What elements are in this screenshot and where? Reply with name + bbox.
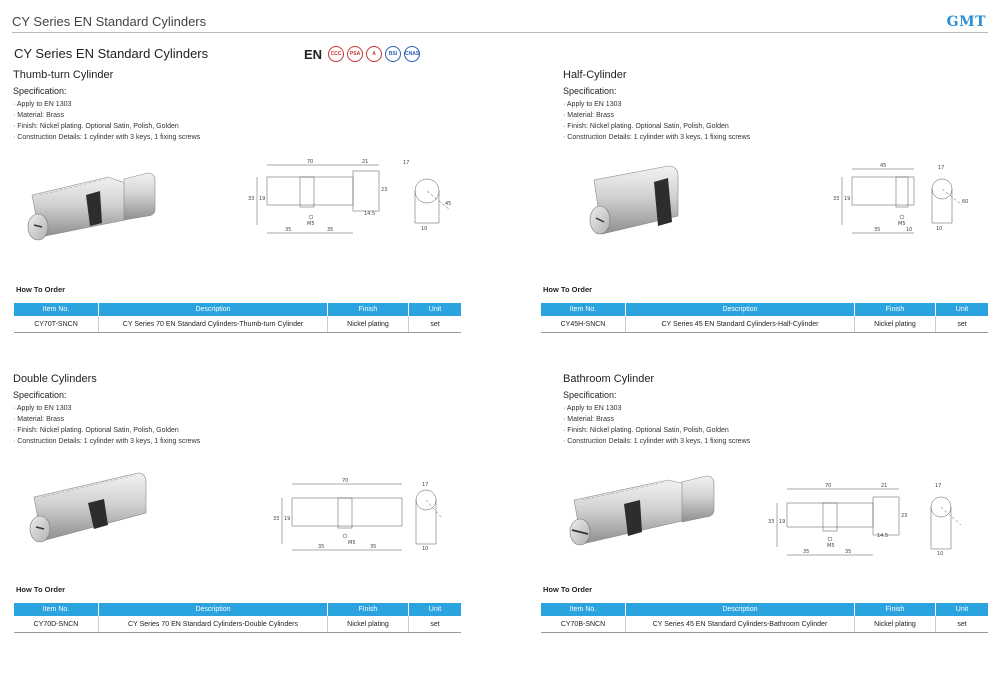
cell-item-no: CY70T-SNCN <box>14 316 99 333</box>
col-item-no: Item No. <box>541 303 626 316</box>
col-description: Description <box>626 603 855 616</box>
spec-item: · Apply to EN 1303 <box>13 403 200 414</box>
cell-item-no: CY45H-SNCN <box>541 316 626 333</box>
spec-item: · Material: Brass <box>13 414 200 425</box>
dim-label: 35 <box>327 227 334 233</box>
dim-label: 10 <box>906 227 913 233</box>
dim-label: 10 <box>421 226 428 232</box>
order-table-bathroom-cylinder <box>541 603 988 633</box>
dim-label: M5 <box>898 221 906 227</box>
dim-label: 35 <box>845 549 852 555</box>
spec-item: · Material: Brass <box>563 110 750 121</box>
dim-label: 45 <box>445 201 452 207</box>
col-unit: Unit <box>936 303 989 316</box>
col-finish: Finish <box>855 603 936 616</box>
a-cert-icon: A <box>366 46 382 62</box>
order-table-half-cylinder <box>541 303 988 333</box>
spec-list <box>563 403 750 447</box>
cnas-cert-icon: CNAS <box>404 46 420 62</box>
col-unit: Unit <box>409 303 462 316</box>
dim-label: 35 <box>370 544 377 550</box>
table-header-row <box>541 603 988 616</box>
dim-label: 21 <box>362 159 369 165</box>
spec-item: · Apply to EN 1303 <box>13 99 200 110</box>
spec-item: · Material: Brass <box>563 414 750 425</box>
dim-label: M5 <box>827 543 835 549</box>
cell-finish: Nickel plating <box>855 316 936 333</box>
dim-label: 21 <box>881 483 888 489</box>
spec-list <box>13 99 200 143</box>
section-title: Thumb-turn Cylinder <box>13 69 114 81</box>
dim-label: 19 <box>779 519 786 525</box>
col-finish: Finish <box>328 303 409 316</box>
dim-label: 10 <box>937 551 944 557</box>
spec-heading: Specification: <box>563 390 617 400</box>
col-item-no: Item No. <box>541 603 626 616</box>
spec-item: · Construction Details: 1 cylinder with 3 keys, 1 fixing screws <box>13 132 200 143</box>
spec-item: · Finish: Nickel plating. Optional Satin, Polish, Golden <box>13 121 200 132</box>
spec-list <box>13 403 200 447</box>
table-row <box>541 616 988 633</box>
cell-finish: Nickel plating <box>328 616 409 633</box>
table-header-row <box>541 303 988 316</box>
spec-heading: Specification: <box>13 390 67 400</box>
page-header-title: CY Series EN Standard Cylinders <box>12 14 207 29</box>
col-unit: Unit <box>409 603 462 616</box>
half-cylinder-technical-drawing <box>830 155 980 240</box>
cell-description: CY Series 45 EN Standard Cylinders-Half-Cylinder <box>626 316 855 333</box>
dim-label: 17 <box>935 483 942 489</box>
dim-label: 17 <box>403 160 410 166</box>
catalog-title: CY Series EN Standard Cylinders <box>14 46 209 61</box>
spec-item: · Finish: Nickel plating. Optional Satin, Polish, Golden <box>13 425 200 436</box>
dim-label: 33 <box>833 196 840 202</box>
spec-item: · Material: Brass <box>13 110 200 121</box>
bsi-cert-icon: BSI <box>385 46 401 62</box>
col-finish: Finish <box>855 303 936 316</box>
dim-label: 23 <box>381 187 388 193</box>
dim-label: 60 <box>962 199 969 205</box>
spec-heading: Specification: <box>13 86 67 96</box>
bathroom-cylinder-technical-drawing <box>765 475 985 560</box>
col-finish: Finish <box>328 603 409 616</box>
table-row <box>541 316 988 333</box>
section-title: Half-Cylinder <box>563 69 627 81</box>
double-cylinder-technical-drawing <box>270 470 460 555</box>
dim-label: 19 <box>259 196 266 202</box>
dim-label: 19 <box>284 516 291 522</box>
cell-description: CY Series 70 EN Standard Cylinders-Double Cylinders <box>99 616 328 633</box>
dim-label: 10 <box>422 546 429 552</box>
col-description: Description <box>626 303 855 316</box>
cell-item-no: CY70B-SNCN <box>541 616 626 633</box>
spec-list <box>563 99 750 143</box>
order-table-thumb-turn <box>14 303 461 333</box>
psa-cert-icon: PSA <box>347 46 363 62</box>
cell-unit: set <box>936 616 989 633</box>
col-description: Description <box>99 303 328 316</box>
col-item-no: Item No. <box>14 603 99 616</box>
thumb-turn-technical-drawing <box>245 155 465 240</box>
spec-item: · Apply to EN 1303 <box>563 99 750 110</box>
cell-finish: Nickel plating <box>855 616 936 633</box>
half-cylinder-photo <box>580 160 695 245</box>
dim-label: 70 <box>307 159 314 165</box>
dim-label: 23 <box>901 513 908 519</box>
cell-item-no: CY70D-SNCN <box>14 616 99 633</box>
col-item-no: Item No. <box>14 303 99 316</box>
how-to-order-heading: How To Order <box>543 285 593 294</box>
dim-label: M5 <box>348 540 356 546</box>
dim-label: M5 <box>307 221 315 227</box>
dim-label: 33 <box>768 519 775 525</box>
cell-description: CY Series 45 EN Standard Cylinders-Bathroom Cylinder <box>626 616 855 633</box>
dim-label: 33 <box>248 196 255 202</box>
dim-label: 14.5 <box>877 533 889 539</box>
certification-marks <box>304 46 420 62</box>
dim-label: 19 <box>844 196 851 202</box>
en-mark: EN <box>304 46 323 62</box>
ccc-cert-icon: CCC <box>328 46 344 62</box>
how-to-order-heading: How To Order <box>543 585 593 594</box>
dim-label: 33 <box>273 516 280 522</box>
dim-label: 17 <box>938 165 945 171</box>
col-description: Description <box>99 603 328 616</box>
table-header-row <box>14 303 461 316</box>
table-header-row <box>14 603 461 616</box>
gmt-logo: GMT <box>946 14 986 30</box>
spec-item: · Construction Details: 1 cylinder with 3 keys, 1 fixing screws <box>563 436 750 447</box>
section-title: Double Cylinders <box>13 373 97 385</box>
spec-item: · Finish: Nickel plating. Optional Satin, Polish, Golden <box>563 425 750 436</box>
how-to-order-heading: How To Order <box>16 585 66 594</box>
spec-heading: Specification: <box>563 86 617 96</box>
table-row <box>14 616 461 633</box>
spec-item: · Finish: Nickel plating. Optional Satin, Polish, Golden <box>563 121 750 132</box>
dim-label: 70 <box>342 478 349 484</box>
dim-label: 14.5 <box>364 211 376 217</box>
thumb-turn-cylinder-photo <box>20 165 165 245</box>
dim-label: 70 <box>825 483 832 489</box>
dim-label: 10 <box>936 226 943 232</box>
how-to-order-heading: How To Order <box>16 285 66 294</box>
order-table-double-cylinders <box>14 603 461 633</box>
section-title: Bathroom Cylinder <box>563 373 655 385</box>
dim-label: 35 <box>285 227 292 233</box>
dim-label: 35 <box>803 549 810 555</box>
dim-label: 35 <box>874 227 881 233</box>
cell-description: CY Series 70 EN Standard Cylinders-Thumb-turn Cylinder <box>99 316 328 333</box>
col-unit: Unit <box>936 603 989 616</box>
cell-unit: set <box>409 316 462 333</box>
header-divider <box>12 32 988 33</box>
spec-item: · Apply to EN 1303 <box>563 403 750 414</box>
dim-label: 35 <box>318 544 325 550</box>
cell-finish: Nickel plating <box>328 316 409 333</box>
spec-item: · Construction Details: 1 cylinder with 3 keys, 1 fixing screws <box>13 436 200 447</box>
double-cylinder-photo <box>22 465 152 550</box>
table-row <box>14 316 461 333</box>
cell-unit: set <box>409 616 462 633</box>
dim-label: 45 <box>880 163 887 169</box>
dim-label: 17 <box>422 482 429 488</box>
spec-item: · Construction Details: 1 cylinder with 3 keys, 1 fixing screws <box>563 132 750 143</box>
cell-unit: set <box>936 316 989 333</box>
bathroom-cylinder-photo <box>560 470 720 555</box>
